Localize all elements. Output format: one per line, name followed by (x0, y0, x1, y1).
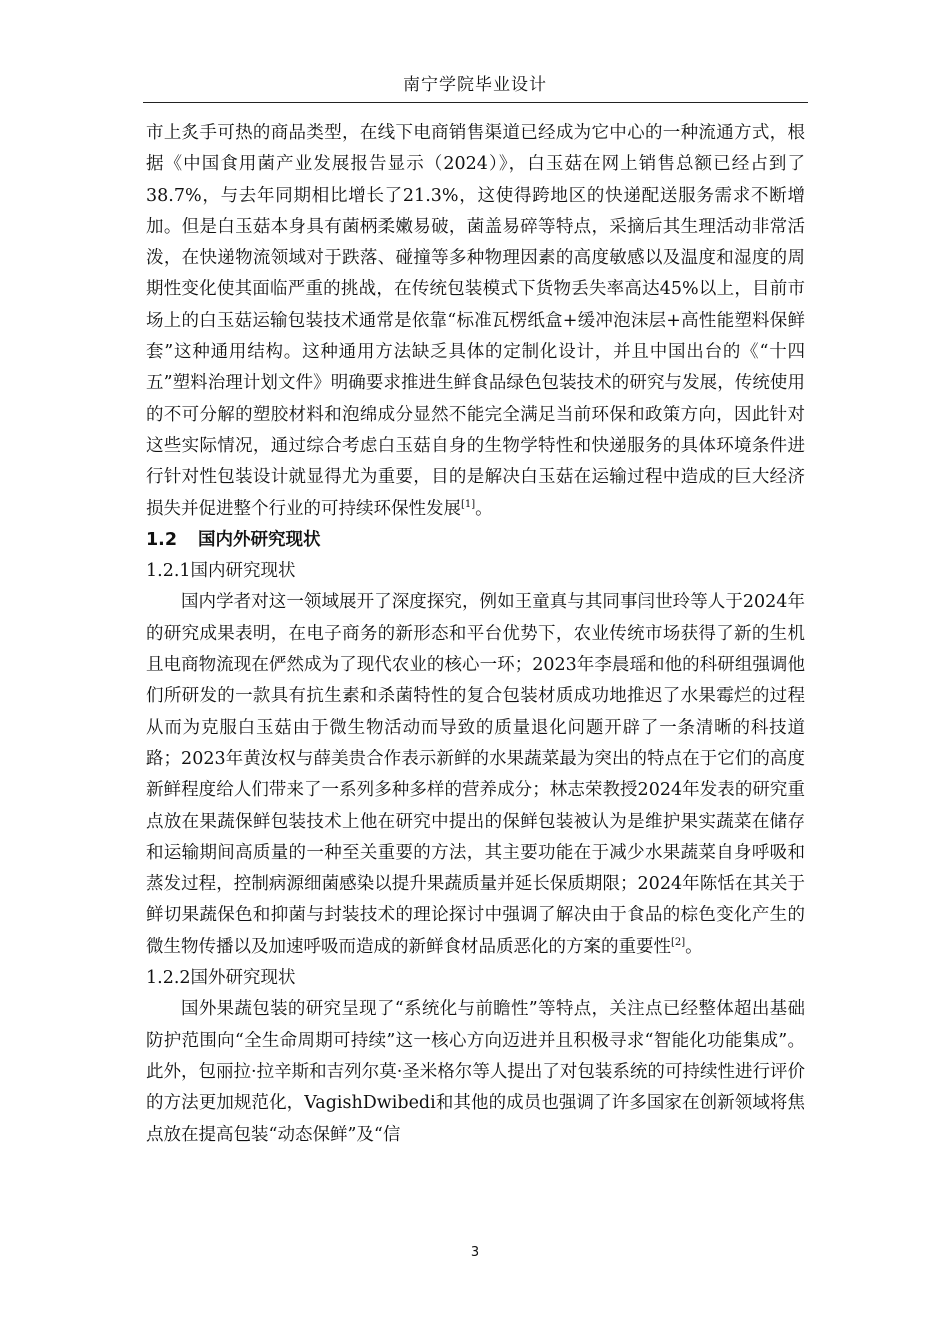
subsection-heading-1-2-1: 1.2.1国内研究现状 (146, 561, 296, 582)
header-divider (143, 102, 808, 103)
section-number: 1.2 (146, 529, 178, 550)
page-header-title: 南宁学院毕业设计 (403, 75, 547, 95)
paragraph-text: 国外果蔬包装的研究呈现了“系统化与前瞻性”等特点，关注点已经整体超出基础防护范围向“全生命周期可持续”这一核心方向迈进并且积极寻求“智能化功能集成”。此外，包丽拉·拉辛斯和吉列尔莫·圣米格尔等人提出了对包装系统的可持续性进行评价的方法更加规范化，VagishDwibedi和其他的成员也强调了许多国家在创新领域将焦点放在提高包装“动态保鲜”及“信 (146, 999, 805, 1145)
citation-ref-1[interactable]: [1] (461, 498, 476, 510)
paragraph-end: 。 (685, 936, 703, 957)
paragraph-text: 市上炙手可热的商品类型，在线下电商销售渠道已经成为它中心的一种流通方式，根据《中国食用菌产业发展报告显示（2024）》，白玉菇在网上销售总额已经占到了38.7%，与去年同期相比增长了21.3%，这使得跨地区的快递配送服务需求不断增加。但是白玉菇本身具有菌柄柔嫩易破，菌盖易碎等特点，采摘后其生理活动非常活泼，在快递物流领域对于跌落、碰撞等多种物理因素的高度敏感以及温度和湿度的周期性变化使其面临严重的挑战，在传统包装模式下货物丢失率高达45%以上，目前市场上的白玉菇运输包装技术通常是依靠“标准瓦楞纸盒+缓冲泡沫层+高性能塑料保鲜套”这种通用结构。这种通用方法缺乏具体的定制化设计，并且中国出台的《“十四五”塑料治理计划文件》明确要求推进生鲜食品绿色包装技术的研究与发展，传统使用的不可分解的塑胶材料和泡绵成分显然不能完全满足当前环保和政策方向，因此针对这些实际情况，通过综合考虑白玉菇自身的生物学特性和快递服务的具体环境条件进行针对性包装设计就显得尤为重要，目的是解决白玉菇在运输过程中造成的巨大经济损失并促进整个行业的可持续环保性发展 (146, 123, 805, 519)
paragraph-background (146, 118, 805, 525)
page-number: 3 (470, 1245, 480, 1260)
subsection-heading-1-2-2: 1.2.2国外研究现状 (146, 968, 296, 989)
paragraph-text: 国内学者对这一领域展开了深度探究，例如王童真与其同事闫世玲等人于2024年的研究成果表明，在电子商务的新形态和平台优势下，农业传统市场获得了新的生机且电商物流现在俨然成为了现代农业的核心一环；2023年李晨瑶和他的科研组强调他们所研发的一款具有抗生素和杀菌特性的复合包装材质成功地推迟了水果霉烂的过程从而为克服白玉菇由于微生物活动而导致的质量退化问题开辟了一条清晰的科技道路；2023年黄汝权与薛美贵合作表示新鲜的水果蔬菜最为突出的特点在于它们的高度新鲜程度给人们带来了一系列多种多样的营养成分；林志荣教授2024年发表的研究重点放在果蔬保鲜包装技术上他在研究中提出的保鲜包装被认为是维护果实蔬菜在储存和运输期间高质量的一种至关重要的方法，其主要功能在于减少水果蔬菜自身呼吸和蒸发过程，控制病源细菌感染以提升果蔬质量并延长保质期限；2024年陈恬在其关于鲜切果蔬保色和抑菌与封装技术的理论探讨中强调了解决由于食品的棕色变化产生的微生物传播以及加速呼吸而造成的新鲜食材品质恶化的方案的重要性 (146, 592, 805, 957)
section-title: 国内外研究现状 (198, 529, 321, 550)
paragraph-end: 。 (475, 498, 493, 519)
document-body (146, 118, 805, 1151)
paragraph-domestic-research (146, 587, 805, 963)
citation-ref-2[interactable]: [2] (671, 936, 686, 948)
section-heading-1-2 (146, 525, 805, 556)
paragraph-foreign-research (146, 994, 805, 1150)
